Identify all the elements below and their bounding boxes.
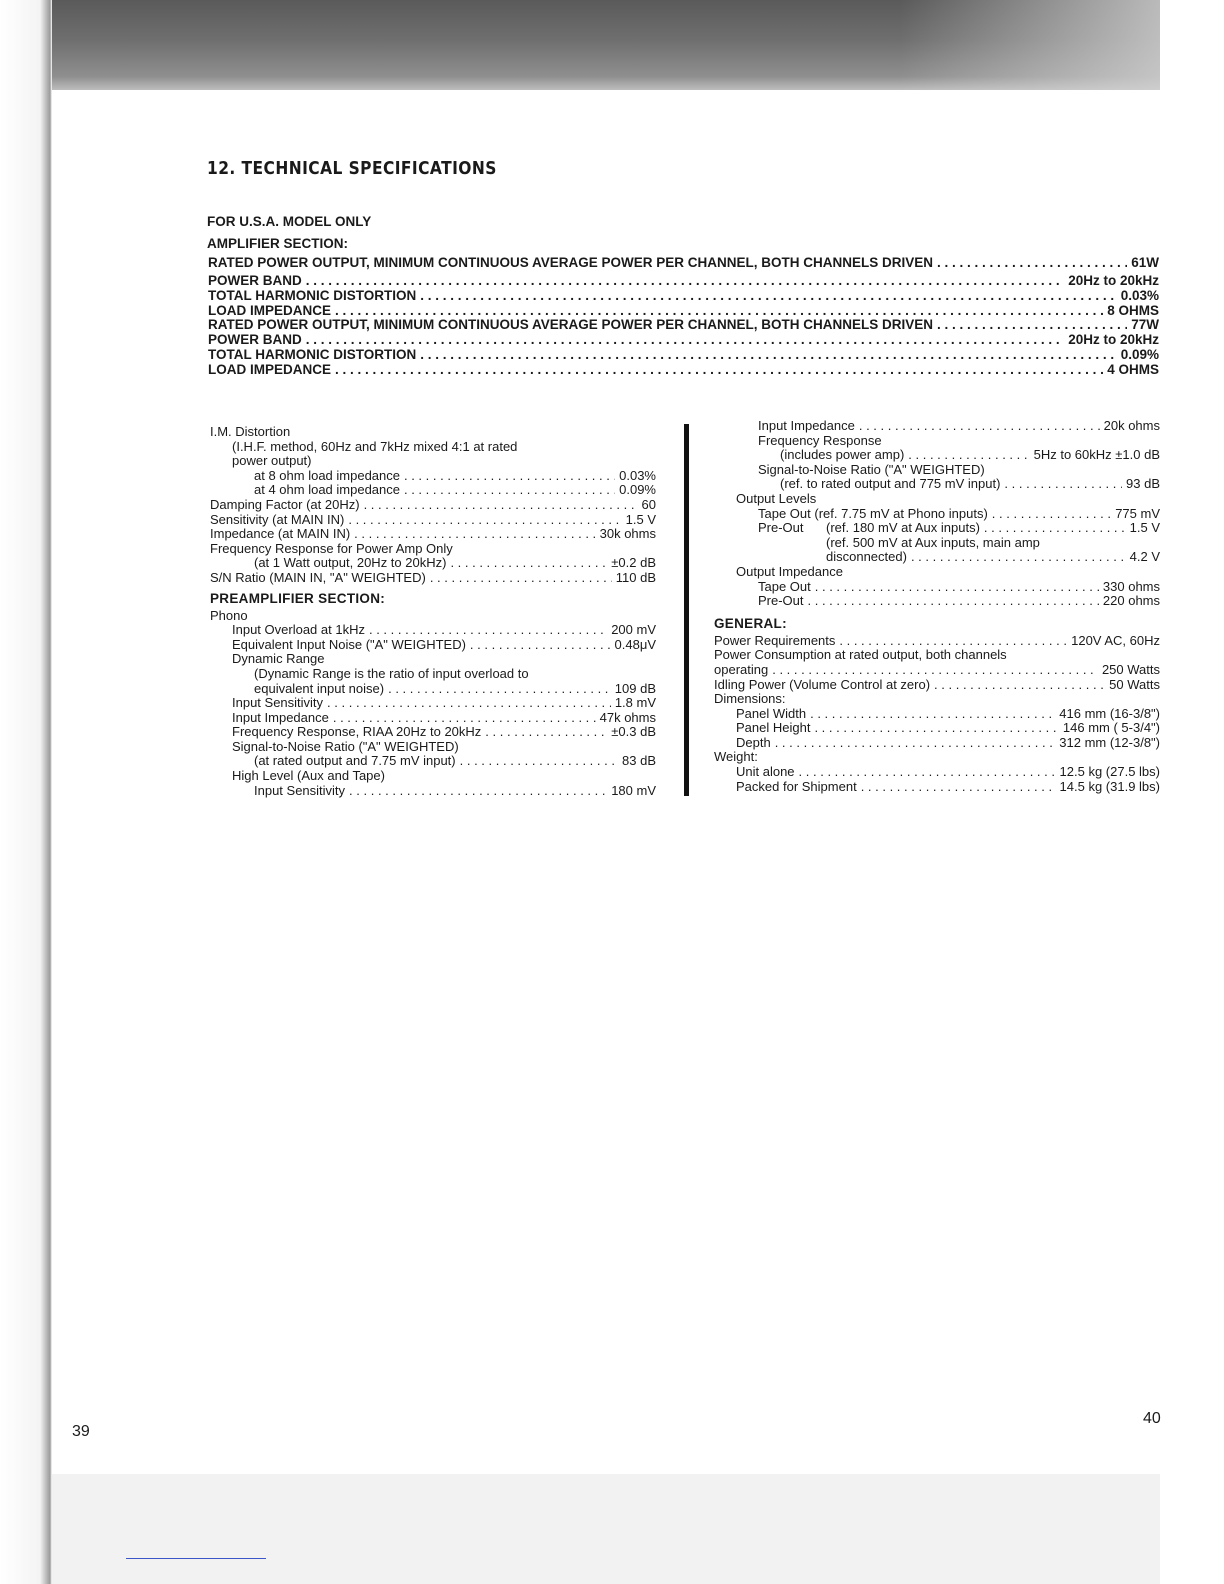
spec-label: (ref. 180 mV at Aux inputs) — [826, 520, 980, 536]
spec-value: 416 mm (16-3/8") — [1059, 705, 1160, 721]
dynamic-range-note: (Dynamic Range is the ratio of input overload to — [254, 665, 529, 681]
ihf-method-note: (I.H.F. method, 60Hz and 7kHz mixed 4:1 at rated — [232, 438, 518, 454]
freq-response-power-label: Frequency Response for Power Amp Only — [210, 540, 453, 556]
amp-spec-label: POWER BAND — [208, 273, 302, 288]
amp-spec-row — [208, 332, 1159, 347]
output-impedance-label: Output Impedance — [736, 563, 843, 579]
page-left-edge — [0, 0, 52, 1584]
spec-label: Depth — [736, 734, 771, 750]
spec-label: S/N Ratio (MAIN IN, "A" WEIGHTED) — [210, 569, 426, 585]
spec-value: 12.5 kg (27.5 lbs) — [1059, 764, 1160, 780]
sn-ratio-phono-label: Signal-to-Noise Ratio ("A" WEIGHTED) — [232, 738, 459, 754]
spec-value: 110 dB — [615, 569, 656, 585]
spec-label: (includes power amp) — [780, 447, 905, 463]
leader-dots — [306, 273, 1064, 288]
spec-label: Sensitivity (at MAIN IN) — [210, 511, 345, 527]
leader-dots — [404, 483, 615, 498]
section-heading: 12. TECHNICAL SPECIFICATIONS — [207, 158, 497, 179]
leader-dots — [470, 638, 611, 653]
spec-label: Damping Factor (at 20Hz) — [210, 496, 360, 512]
spec-row — [714, 448, 1160, 463]
spec-label: Frequency Response, RIAA 20Hz to 20kHz — [232, 724, 482, 740]
spec-value: 83 dB — [622, 753, 656, 769]
freq-response-label: Frequency Response — [758, 432, 882, 448]
amp-spec-value: 0.03% — [1120, 288, 1159, 303]
spec-label: Tape Out (ref. 7.75 mV at Phono inputs) — [758, 505, 988, 521]
spec-row — [210, 754, 656, 769]
spec-value: 47k ohms — [599, 709, 656, 725]
spec-label: (at rated output and 7.75 mV input) — [254, 753, 456, 769]
amp-spec-row — [208, 273, 1159, 288]
spec-label: Input Impedance — [758, 418, 855, 433]
spec-label: disconnected) — [826, 549, 907, 565]
leader-dots — [404, 469, 615, 484]
spec-label: (ref. to rated output and 775 mV input) — [780, 476, 1001, 492]
spec-row — [714, 507, 1160, 522]
amp-spec-row — [208, 303, 1159, 318]
page-right-margin — [1160, 0, 1224, 1584]
spec-label: Input Sensitivity — [232, 695, 324, 711]
spec-label: Input Overload at 1kHz — [232, 622, 365, 638]
leader-dots — [808, 594, 1099, 609]
leader-dots — [348, 513, 621, 528]
spec-value: 200 mV — [611, 622, 656, 638]
spec-row — [210, 513, 656, 528]
spec-label: Input Impedance — [232, 709, 329, 725]
spec-label: Impedance (at MAIN IN) — [210, 526, 351, 542]
page-number-left: 39 — [72, 1423, 90, 1440]
leader-dots — [908, 448, 1029, 463]
spec-value: 30k ohms — [599, 526, 656, 542]
leader-dots — [859, 419, 1100, 434]
spec-label: Panel Width — [736, 705, 807, 721]
leader-dots — [333, 711, 596, 726]
column-divider — [684, 424, 689, 796]
spec-label: Power Requirements — [714, 632, 836, 648]
spec-label: Tape Out — [758, 578, 811, 594]
dimensions-label: Dimensions: — [714, 691, 786, 707]
amp-spec-value: 8 OHMS — [1107, 303, 1159, 318]
leader-dots — [839, 634, 1067, 649]
spec-row — [714, 707, 1160, 722]
spec-label: (at 1 Watt output, 20Hz to 20kHz) — [254, 555, 447, 571]
spec-value: 1.5 V — [1129, 520, 1160, 536]
leader-dots — [937, 317, 1127, 332]
leader-dots — [775, 736, 1056, 751]
amp-spec-label: RATED POWER OUTPUT, MINIMUM CONTINUOUS AVERAGE POWER PER CHANNEL, BOTH CHANNELS DRIVEN — [208, 255, 934, 270]
spec-row — [210, 711, 656, 726]
leader-dots — [388, 682, 611, 697]
pre-out-label: Pre-Out — [758, 520, 804, 536]
spec-row — [210, 571, 656, 586]
amp-spec-label: LOAD IMPEDANCE — [208, 303, 332, 318]
amplifier-section-label: AMPLIFIER SECTION: — [207, 236, 348, 251]
amp-spec-value: 0.09% — [1120, 347, 1159, 362]
spec-row — [714, 678, 1160, 693]
spec-row — [210, 498, 656, 513]
leader-dots — [349, 784, 607, 799]
spec-value: 5Hz to 60kHz ±1.0 dB — [1033, 447, 1160, 463]
spec-value: 312 mm (12-3/8") — [1059, 734, 1160, 750]
spec-label: Pre-Out — [758, 593, 804, 609]
amp-spec-row — [208, 347, 1159, 362]
spec-row — [714, 594, 1160, 609]
spec-row — [714, 580, 1160, 595]
amp-spec-row — [208, 362, 1159, 377]
leader-dots — [335, 362, 1103, 377]
spec-row — [714, 721, 1160, 736]
spec-row — [210, 556, 656, 571]
ihf-method-note-cont: power output) — [232, 453, 312, 469]
leader-dots — [369, 623, 607, 638]
leader-dots — [364, 498, 638, 513]
spec-value: 20k ohms — [1103, 418, 1160, 433]
leader-dots — [984, 521, 1126, 536]
spec-value: 0.48μV — [614, 636, 656, 652]
leader-dots — [937, 255, 1127, 270]
right-spec-column — [714, 419, 1160, 794]
amp-spec-row — [208, 288, 1159, 303]
spec-value: 60 — [641, 496, 656, 512]
leader-dots — [810, 707, 1055, 722]
spec-value: 109 dB — [614, 680, 656, 696]
spec-row — [714, 765, 1160, 780]
amp-spec-row — [208, 255, 1159, 270]
leader-dots — [335, 303, 1103, 318]
spec-row — [210, 725, 656, 740]
spec-value: 250 Watts — [1101, 661, 1160, 677]
spec-value: 146 mm ( 5-3/4") — [1062, 720, 1160, 736]
spec-value: 180 mV — [611, 782, 656, 798]
scan-shadow-band — [52, 0, 1160, 90]
spec-label: operating — [714, 661, 769, 677]
amp-spec-value: 4 OHMS — [1107, 362, 1159, 377]
spec-row — [210, 696, 656, 711]
spec-row — [714, 521, 1160, 536]
spec-label: Equivalent Input Noise ("A" WEIGHTED) — [232, 636, 466, 652]
leader-dots — [861, 780, 1056, 795]
spec-value: ±0.2 dB — [611, 555, 656, 571]
usa-model-label: FOR U.S.A. MODEL ONLY — [207, 214, 372, 229]
amp-spec-label: LOAD IMPEDANCE — [208, 362, 332, 377]
spec-value: 1.5 V — [625, 511, 656, 527]
im-distortion-label: I.M. Distortion — [210, 424, 291, 439]
spec-row — [210, 469, 656, 484]
leader-dots — [911, 550, 1126, 565]
leader-dots — [815, 580, 1099, 595]
spec-value: 220 ohms — [1102, 593, 1160, 609]
left-spec-column — [210, 425, 656, 798]
amp-spec-label: TOTAL HARMONIC DISTORTION — [208, 347, 417, 362]
leader-dots — [354, 527, 595, 542]
spec-row — [210, 483, 656, 498]
spec-value: 330 ohms — [1102, 578, 1160, 594]
leader-dots — [485, 725, 607, 740]
leader-dots — [814, 721, 1058, 736]
amp-spec-value: 61W — [1131, 255, 1159, 270]
leader-dots — [327, 696, 611, 711]
leader-dots — [460, 754, 618, 769]
spec-value: 120V AC, 60Hz — [1071, 632, 1160, 648]
spec-label: Unit alone — [736, 764, 795, 780]
spec-row — [210, 527, 656, 542]
spec-value: ±0.3 dB — [611, 724, 656, 740]
spec-row — [714, 550, 1160, 565]
page-number-right: 40 — [1143, 1410, 1161, 1427]
spec-label: Packed for Shipment — [736, 778, 857, 794]
spec-row — [210, 784, 656, 799]
leader-dots — [420, 288, 1116, 303]
power-consumption-label: Power Consumption at rated output, both channels — [714, 647, 1007, 663]
leader-dots — [420, 347, 1116, 362]
amp-spec-label: TOTAL HARMONIC DISTORTION — [208, 288, 417, 303]
dynamic-range-label: Dynamic Range — [232, 651, 325, 667]
phono-label: Phono — [210, 607, 248, 623]
spec-label: Idling Power (Volume Control at zero) — [714, 676, 931, 692]
amp-spec-value: 77W — [1131, 317, 1159, 332]
spec-row — [714, 477, 1160, 492]
spec-value: 4.2 V — [1129, 549, 1160, 565]
pre-out-note: (ref. 500 mV at Aux inputs, main amp — [826, 534, 1040, 550]
spec-label: at 4 ohm load impedance — [254, 482, 400, 498]
weight-label: Weight: — [714, 749, 758, 765]
general-section-label: GENERAL: — [714, 615, 787, 631]
spec-value: 775 mV — [1115, 505, 1160, 521]
spec-value: 50 Watts — [1109, 676, 1160, 692]
leader-dots — [1004, 477, 1122, 492]
amp-spec-label: POWER BAND — [208, 332, 302, 347]
preamplifier-section-label: PREAMPLIFIER SECTION: — [210, 590, 386, 606]
spec-row — [210, 682, 656, 697]
sn-ratio-label: Signal-to-Noise Ratio ("A" WEIGHTED) — [758, 461, 985, 477]
spec-row — [714, 663, 1160, 678]
spec-value: 1.8 mV — [614, 695, 656, 711]
spec-label: equivalent input noise) — [254, 680, 385, 696]
leader-dots — [934, 678, 1105, 693]
leader-dots — [799, 765, 1056, 780]
output-levels-label: Output Levels — [736, 490, 817, 506]
amp-spec-value: 20Hz to 20kHz — [1068, 332, 1159, 347]
spec-label: Panel Height — [736, 720, 811, 736]
spec-row — [714, 634, 1160, 649]
spec-row — [714, 780, 1160, 795]
spec-row — [714, 736, 1160, 751]
leader-dots — [430, 571, 612, 586]
bottom-rule — [126, 1558, 266, 1559]
spec-value: 0.03% — [619, 467, 656, 483]
leader-dots — [992, 507, 1111, 522]
spec-row — [714, 419, 1160, 434]
spec-value: 0.09% — [619, 482, 656, 498]
leader-dots — [306, 332, 1064, 347]
leader-dots — [450, 556, 607, 571]
amp-spec-row — [208, 317, 1159, 332]
high-level-label: High Level (Aux and Tape) — [232, 768, 385, 784]
amp-spec-label: RATED POWER OUTPUT, MINIMUM CONTINUOUS AVERAGE POWER PER CHANNEL, BOTH CHANNELS DRIVEN — [208, 317, 934, 332]
spec-value: 14.5 kg (31.9 lbs) — [1059, 778, 1160, 794]
spec-label: at 8 ohm load impedance — [254, 467, 400, 483]
spec-label: Input Sensitivity — [254, 782, 346, 798]
spec-row — [210, 623, 656, 638]
amp-spec-value: 20Hz to 20kHz — [1068, 273, 1159, 288]
spec-value: 93 dB — [1126, 476, 1160, 492]
spec-row — [210, 638, 656, 653]
leader-dots — [772, 663, 1098, 678]
